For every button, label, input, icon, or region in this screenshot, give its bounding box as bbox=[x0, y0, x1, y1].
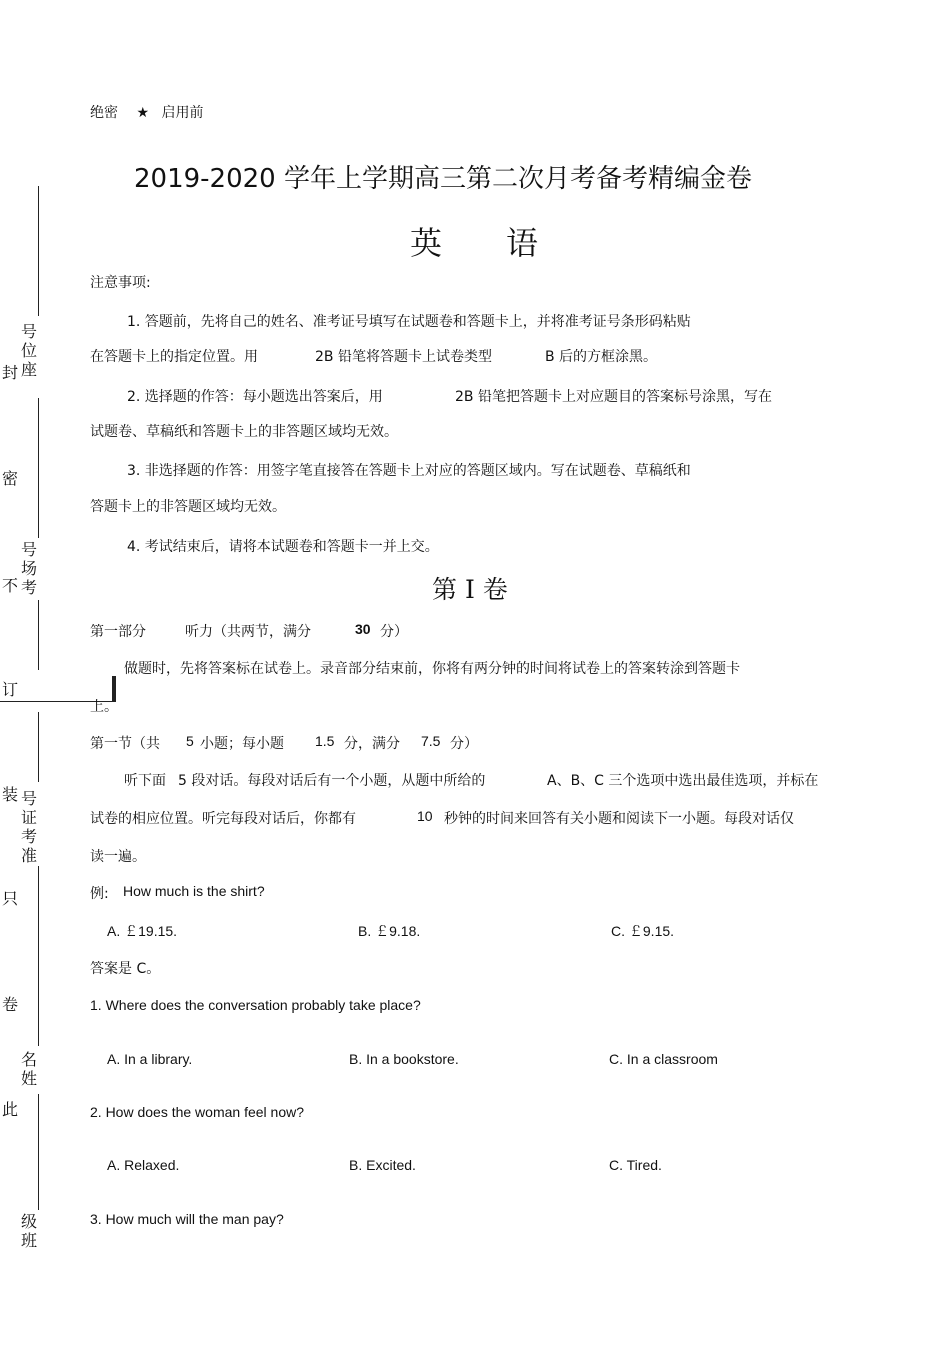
part-1-instruction-line-2: 上。 bbox=[90, 699, 118, 715]
margin-char-zhi: 只 bbox=[2, 889, 19, 908]
section-1-each-text: 分，满分 bbox=[344, 736, 400, 752]
section-1-label: 第一节（共 bbox=[90, 736, 160, 752]
section-1-count: 5 bbox=[186, 733, 194, 749]
margin-line bbox=[38, 712, 39, 782]
margin-label-seat-no: 号位座 bbox=[20, 322, 37, 379]
question-2-option-a: A. Relaxed. bbox=[107, 1157, 180, 1173]
example-option-b: B. ￡9.18. bbox=[358, 923, 421, 939]
margin-label-exam-no: 号证考准 bbox=[20, 789, 37, 865]
question-2-option-c: C. Tired. bbox=[609, 1157, 662, 1173]
part-1-score: 30 bbox=[355, 621, 371, 637]
example-answer: 答案是 C。 bbox=[90, 961, 161, 977]
question-1-option-a: A. In a library. bbox=[107, 1051, 193, 1067]
part-1-desc: 听力（共两节，满分 bbox=[185, 624, 311, 640]
question-1-option-b: B. In a bookstore. bbox=[349, 1051, 459, 1067]
exam-title: 2019-2020 学年上学期高三第二次月考备考精编金卷 bbox=[134, 164, 752, 194]
example-label: 例: bbox=[90, 886, 109, 902]
section-1-instr2-b: 10 bbox=[417, 808, 433, 824]
section-1-instr-a: 听下面 bbox=[124, 773, 166, 789]
margin-line bbox=[38, 866, 39, 1046]
margin-label-room-no: 号场考 bbox=[20, 540, 37, 597]
section-1-instr-c: A、B、C 三个选项中选出最佳选项，并标在 bbox=[547, 773, 819, 789]
section-1-total-text: 分） bbox=[450, 736, 478, 752]
part-1-score-unit: 分） bbox=[380, 624, 408, 640]
section-1-total: 7.5 bbox=[421, 733, 441, 749]
margin-label-name: 名姓 bbox=[20, 1050, 37, 1088]
section-1-instr3: 读一遍。 bbox=[90, 849, 146, 865]
example-option-a: A. ￡19.15. bbox=[107, 923, 178, 939]
notice-item-3-line-1: 3. 非选择题的作答：用签字笔直接答在答题卡上对应的答题区域内。写在试题卷、草稿纸和 bbox=[127, 463, 691, 479]
before-use-label: 启用前 bbox=[161, 105, 204, 121]
margin-char-ci: 此 bbox=[2, 1100, 19, 1119]
margin-line bbox=[38, 1094, 39, 1210]
notice-item-2-line-2: 试题卷、草稿纸和答题卡上的非答题区域均无效。 bbox=[90, 424, 398, 440]
notice-item-2-line-1b: 2B 铅笔把答题卡上对应题目的答案标号涂黑，写在 bbox=[455, 389, 772, 405]
margin-line bbox=[38, 186, 39, 316]
example-question: How much is the shirt? bbox=[123, 883, 265, 899]
margin-char-mi: 密 bbox=[2, 469, 19, 488]
subject-char-1: 英 bbox=[410, 224, 443, 262]
notice-item-4: 4. 考试结束后，请将本试题卷和答题卡一并上交。 bbox=[127, 539, 439, 555]
part-1-instruction-line-1: 做题时，先将答案标在试卷上。录音部分结束前，你将有两分钟的时间将试卷上的答案转涂到答题卡 bbox=[124, 661, 740, 677]
margin-line bbox=[38, 600, 39, 670]
margin-char-ding: 订 bbox=[2, 680, 19, 699]
notice-item-1-line-1: 1. 答题前，先将自己的姓名、准考证号填写在试题卷和答题卡上，并将准考证号条形码粘贴 bbox=[127, 314, 691, 330]
notice-item-3-line-2: 答题卡上的非答题区域均无效。 bbox=[90, 499, 286, 515]
notice-heading: 注意事项: bbox=[90, 275, 151, 291]
section-1-instr2-a: 试卷的相应位置。听完每段对话后，你都有 bbox=[90, 811, 356, 827]
margin-char-zhuang: 装 bbox=[2, 785, 19, 804]
subject-char-2: 语 bbox=[506, 224, 539, 262]
volume-title: 第 I 卷 bbox=[432, 575, 508, 604]
section-1-count-text: 小题；每小题 bbox=[200, 736, 284, 752]
margin-char-juan: 卷 bbox=[2, 995, 19, 1014]
star-icon: ★ bbox=[136, 105, 150, 121]
notice-item-1-line-2a: 在答题卡上的指定位置。用 bbox=[90, 349, 258, 365]
notice-item-2-line-1a: 2. 选择题的作答：每小题选出答案后，用 bbox=[127, 389, 383, 405]
section-1-each: 1.5 bbox=[315, 733, 335, 749]
question-1-option-c: C. In a classroom bbox=[609, 1051, 718, 1067]
section-1-instr2-c: 秒钟的时间来回答有关小题和阅读下一小题。每段对话仅 bbox=[444, 811, 794, 827]
notice-item-1-line-2c: B 后的方框涂黑。 bbox=[545, 349, 658, 365]
part-1-label: 第一部分 bbox=[90, 624, 146, 640]
confidential-mark bbox=[90, 102, 203, 122]
example-option-c: C. ￡9.15. bbox=[611, 923, 675, 939]
question-2-option-b: B. Excited. bbox=[349, 1157, 416, 1173]
margin-line bbox=[38, 398, 39, 538]
question-2-text: 2. How does the woman feel now? bbox=[90, 1104, 305, 1120]
margin-label-class: 级班 bbox=[20, 1212, 37, 1250]
question-1-text: 1. Where does the conversation probably take place? bbox=[90, 997, 421, 1013]
confidential-label: 绝密 bbox=[90, 105, 118, 121]
question-3-text: 3. How much will the man pay? bbox=[90, 1211, 284, 1227]
notice-item-1-line-2b: 2B 铅笔将答题卡上试卷类型 bbox=[315, 349, 492, 365]
margin-char-bu: 不 bbox=[2, 576, 19, 595]
margin-char-feng: 封 bbox=[2, 363, 19, 382]
section-1-instr-b: 5 段对话。每段对话后有一个小题，从题中所给的 bbox=[178, 773, 486, 789]
